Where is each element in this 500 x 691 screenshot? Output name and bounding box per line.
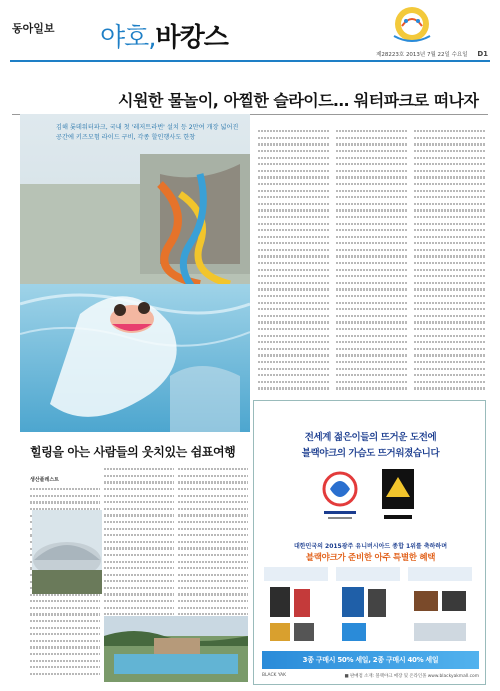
waterpark-photo [20, 114, 250, 432]
issue-date: 2013년 7월 22일 수요일 [405, 52, 468, 58]
issue-number: 제28223호 [376, 52, 405, 58]
article-body-col-1 [258, 128, 330, 392]
section-title-main: 야호, [100, 23, 156, 53]
article-headline: 시원한 물놀이, 아찔한 슬라이드… 워터파크로 떠나자 [118, 91, 479, 110]
dateline [376, 50, 488, 58]
ad-footer-brand: BLACK YAK [262, 673, 287, 678]
summer-illustration-icon [388, 4, 436, 44]
blackyak-logo-icon [378, 467, 418, 527]
section-b-title: 힐링을 아는 사람들의 웃치있는 쉼표여행 [30, 445, 236, 459]
ad-footer-info: ■ 판매점 소재: 블랙야크 매장 및 온라인몰 www.blackyakmall.com [344, 674, 479, 679]
blackyak-advertisement[interactable] [253, 400, 486, 685]
page-number: D1 [477, 50, 488, 58]
section-b-body-col-3 [178, 466, 248, 618]
section-title [100, 17, 228, 54]
section-b-byline: 생산플레스트 [30, 477, 59, 483]
ad-discount-band: 3종 구매시 50% 세일, 2종 구매시 40% 세일 [262, 651, 479, 669]
article-body-col-3 [414, 128, 486, 392]
article-deck: 김해 롯데워터파크, 국내 첫 '레저트라번' 설치 등 2만여 개장 넓어진 공간에 키즈모험 라이드 구비, 각종 할인행사도 한창 [56, 124, 239, 141]
paper-name: 동아일보 [12, 22, 55, 35]
section-title-bold: 바캉스 [155, 23, 228, 53]
masthead [0, 0, 500, 62]
ad-subheadline-2: 블랙야크가 준비한 아주 특별한 혜택 [305, 553, 436, 563]
resort-building-photo [32, 510, 102, 594]
article-body-col-2 [336, 128, 408, 392]
ad-products-image [264, 567, 477, 647]
ad-subheadline-1: 대한민국의 2015광주 유니버시아드 종합 1위를 축하하며 [293, 543, 448, 550]
pool-garden-photo [104, 616, 248, 682]
ad-headline-1: 전세계 젊은이들의 뜨거운 도전에 [304, 432, 437, 443]
ad-headline-2: 블랙야크의 가슴도 뜨거워졌습니다 [301, 448, 440, 459]
universiade-logo-icon [318, 467, 362, 527]
masthead-rule [10, 60, 490, 62]
